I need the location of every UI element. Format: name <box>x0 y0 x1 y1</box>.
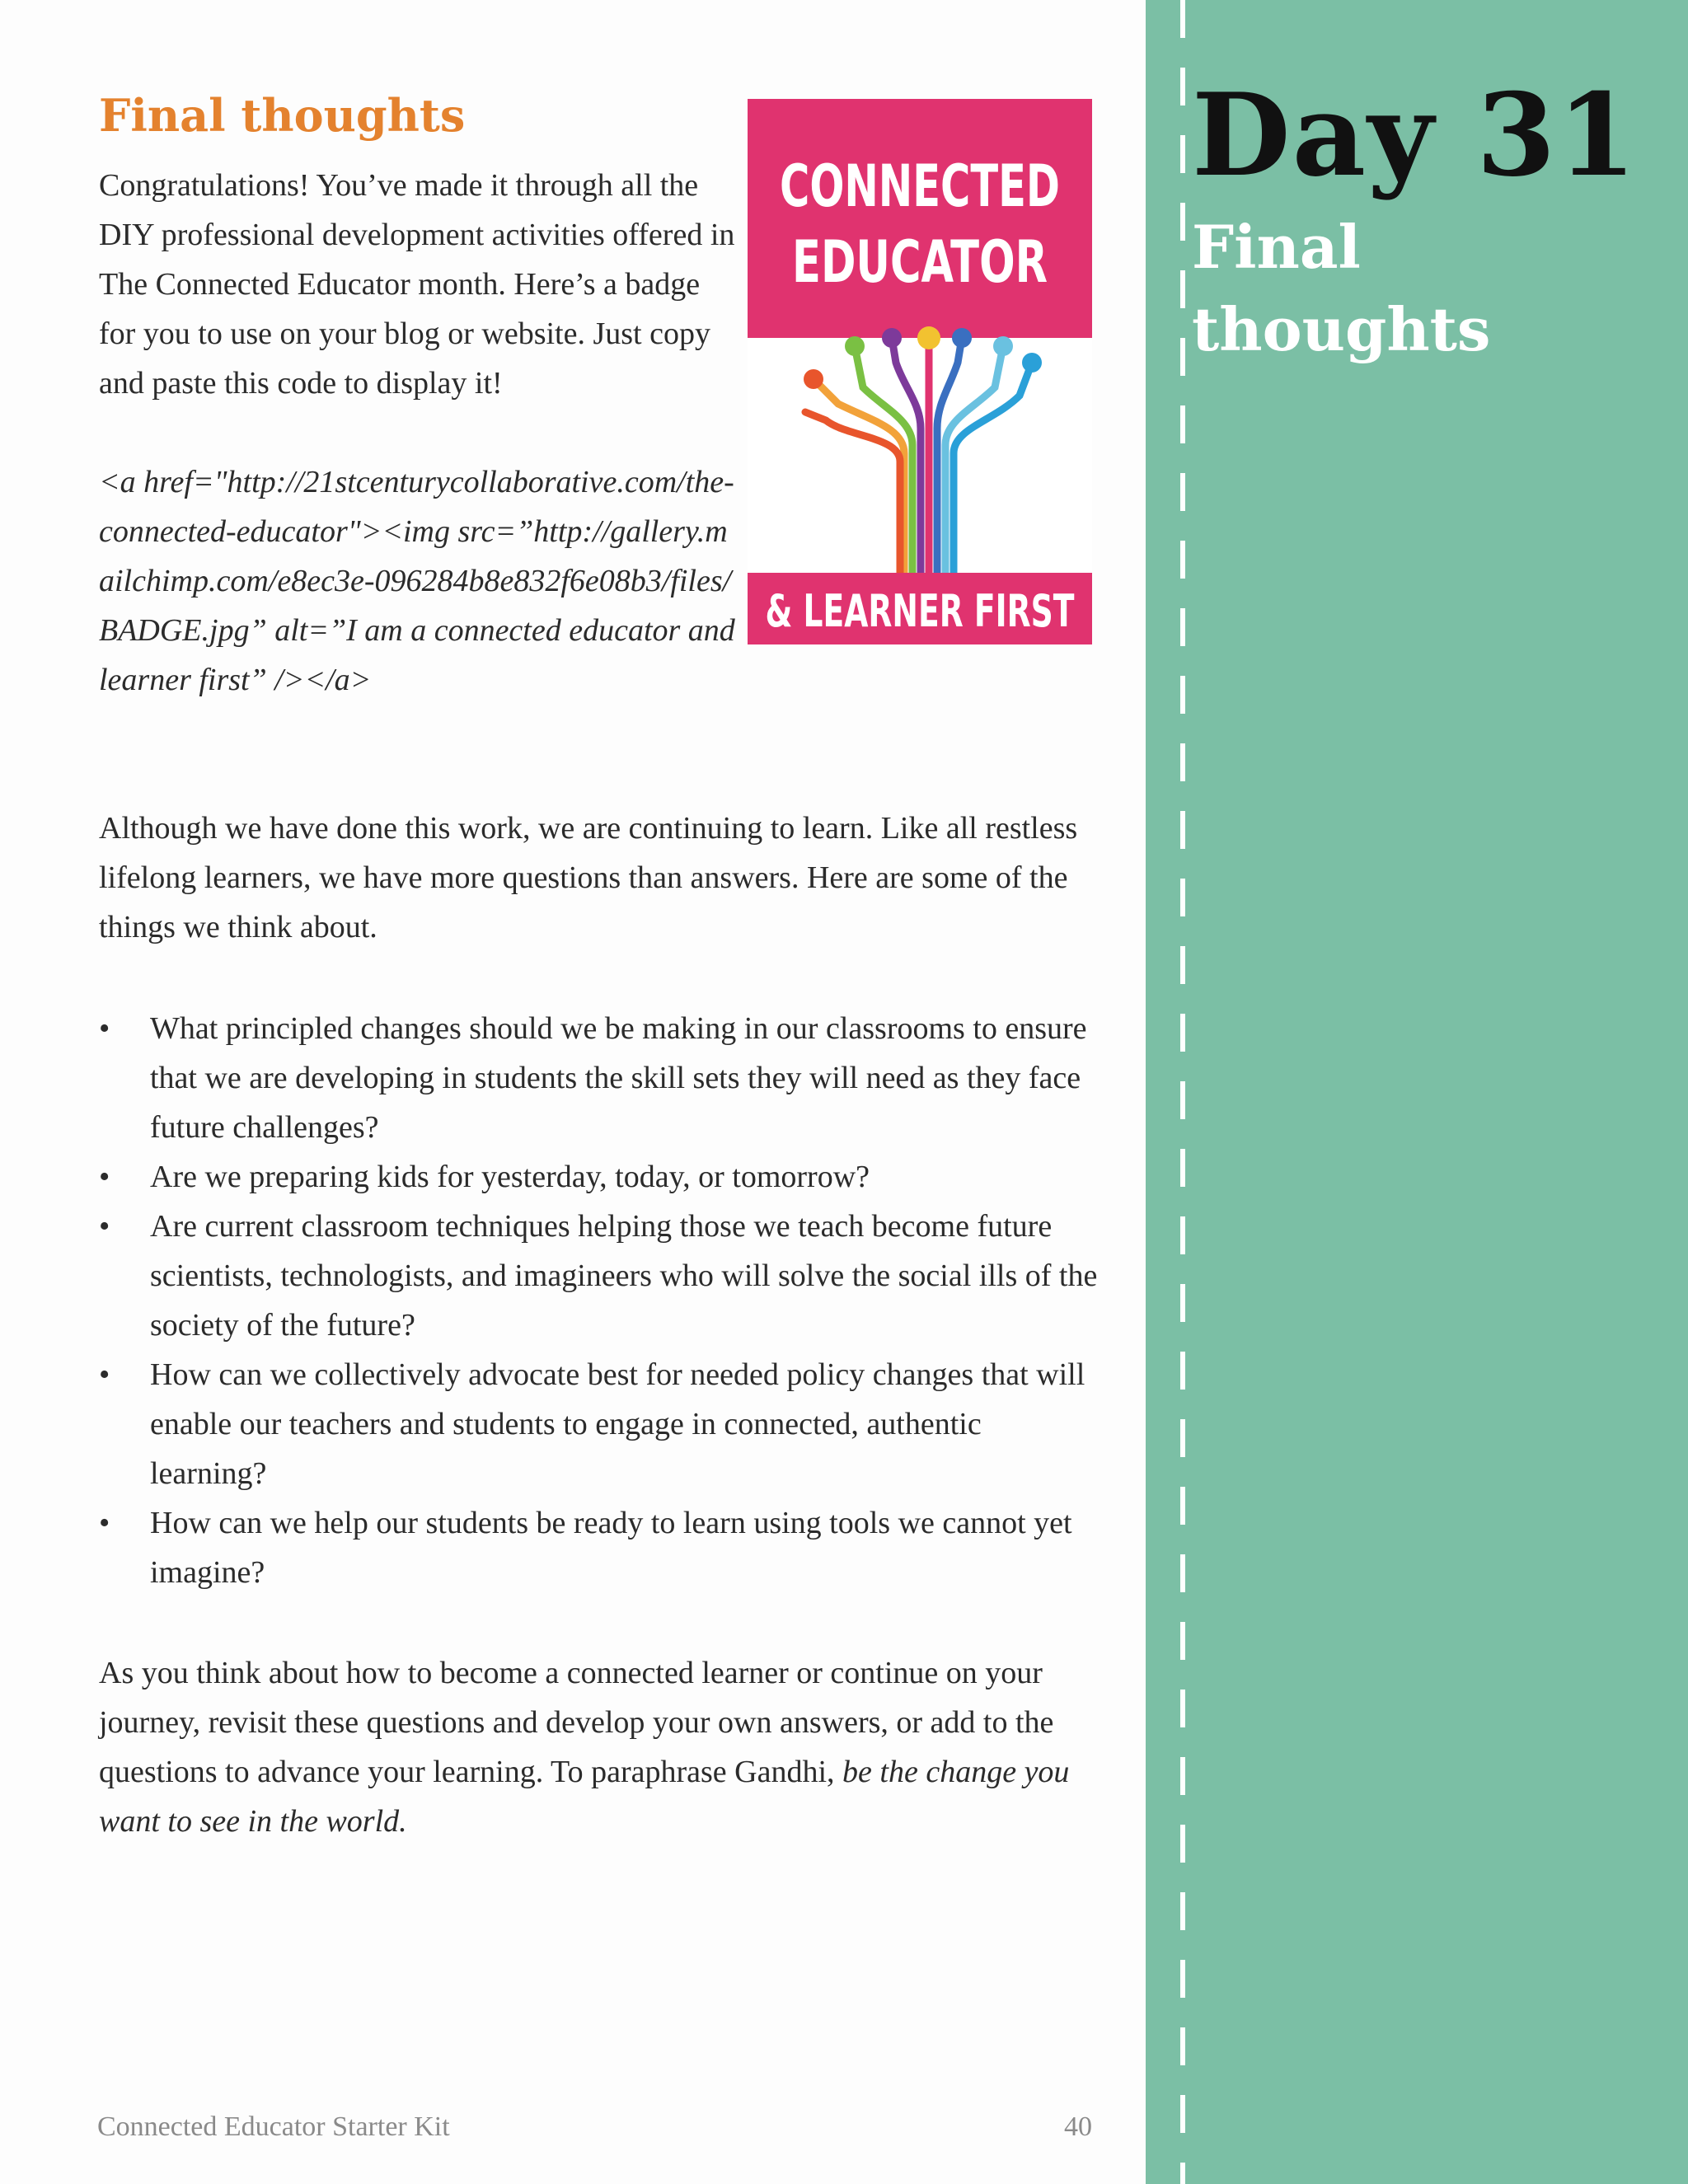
questions-list <box>99 1004 1104 1597</box>
day-subtitle: Final thoughts <box>1192 212 1491 364</box>
section-heading: Final thoughts <box>99 89 466 142</box>
intro-paragraph: Congratulations! You’ve made it through all the DIY professional development activities offered in The Connected Educator month. Here’s a badge for you to use on your blog or website. Just copy and paste this code to display it! <box>99 168 735 401</box>
badge-embed-code: <a href="http://21stcenturycollaborative.com/the-connected-educator"><img src=”http://gallery.mailchimp.com/e8ec3e-096284b8e832f6e08b3/files/BADGE.jpg” alt=”I am a connected educator and learner first” /></a> <box>99 465 735 697</box>
list-item: • Are current classroom techniques helping those we teach become future scientists, technologists, and imagineers who will solve the social ills of the society of the future? <box>99 1202 1104 1350</box>
dashed-divider <box>1180 0 1185 2184</box>
badge-text-connected: CONNECTED <box>780 152 1060 220</box>
learning-paragraph: Although we have done this work, we are continuing to learn. Like all restless lifelong learners, we have more questions than answers. Here are some of the things we think about. <box>99 811 1078 944</box>
list-item: • How can we collectively advocate best for needed policy changes that will enable our teachers and students to engage in connected, authentic learning? <box>99 1350 1104 1498</box>
badge-text-learner-first: & LEARNER FIRST <box>765 585 1075 637</box>
list-item: • What principled changes should we be making in our classrooms to ensure that we are developing in students the skill sets they will need as they face future challenges? <box>99 1004 1104 1152</box>
day-number-title: Day 31 <box>1192 68 1639 202</box>
gandhi-quote: be the change you want to see in the world. <box>99 1755 1070 1839</box>
page-number: 40 <box>1064 2111 1092 2142</box>
day-sidebar <box>1146 0 1688 2184</box>
connected-educator-badge <box>748 99 1092 644</box>
closing-paragraph <box>99 1648 1092 1846</box>
closing-text: As you think about how to become a connected learner or continue on your journey, revisit these questions and develop your own answers, or add to the questions to advance your learning. To paraphrase Gandhi, <box>99 1656 1054 1789</box>
list-item: • Are we preparing kids for yesterday, today, or tomorrow? <box>99 1152 1104 1202</box>
list-item: • How can we help our students be ready to learn using tools we cannot yet imagine? <box>99 1498 1104 1597</box>
footer-title: Connected Educator Starter Kit <box>97 2111 450 2142</box>
badge-text-educator: EDUCATOR <box>792 228 1048 296</box>
